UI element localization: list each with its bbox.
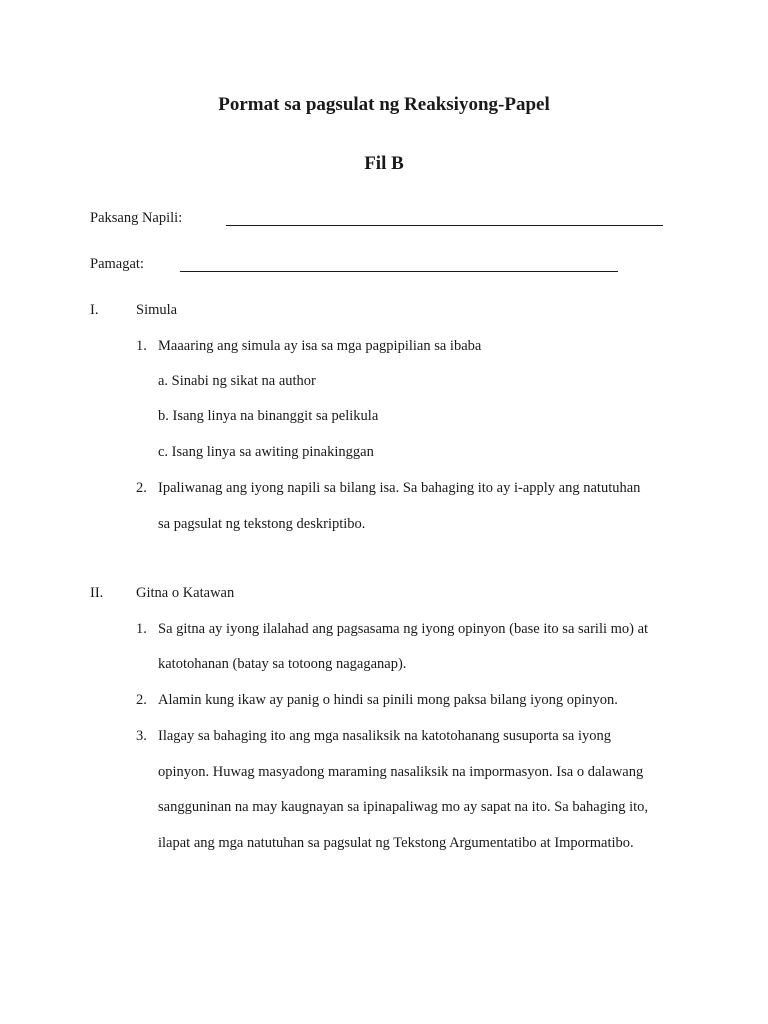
document-subtitle: Fil B xyxy=(364,153,404,174)
list-item-text: Maaaring ang simula ay isa sa mga pagpipilian sa ibaba xyxy=(158,338,482,354)
section-heading: Simula xyxy=(136,302,178,318)
list-item-text: opinyon. Huwag masyadong maraming nasaliksik na impormasyon. Isa o dalawang xyxy=(158,764,644,780)
section-heading: Gitna o Katawan xyxy=(136,585,235,601)
list-item-number: 1. xyxy=(136,338,147,354)
field-blank-pamagat xyxy=(180,256,618,272)
list-item-text: katotohanan (batay sa totoong nagaganap). xyxy=(158,656,407,672)
list-item-text: sangguninan na may kaugnayan sa ipinapaliwag mo ay sapat na ito. Sa bahaging ito, xyxy=(158,799,649,815)
sub-item-b: b. Isang linya na binanggit sa pelikula xyxy=(158,408,379,424)
sub-item-a: a. Sinabi ng sikat na author xyxy=(158,373,316,389)
section-numeral: I. xyxy=(90,302,99,318)
section-numeral: II. xyxy=(90,585,104,601)
sub-item-c: c. Isang linya sa awiting pinakinggan xyxy=(158,444,374,460)
list-item-text: Ilagay sa bahaging ito ang mga nasaliksik na katotohanang susuporta sa iyong xyxy=(158,728,612,744)
list-item-text: Ipaliwanag ang iyong napili sa bilang isa. Sa bahaging ito ay i-apply ang natutuhan xyxy=(158,480,641,496)
field-label-pamagat: Pamagat: xyxy=(90,256,144,272)
document-title: Pormat sa pagsulat ng Reaksiyong-Papel xyxy=(218,94,550,115)
list-item-number: 1. xyxy=(136,621,147,637)
list-item-number: 2. xyxy=(136,692,147,708)
list-item-text: Sa gitna ay iyong ilalahad ang pagsasama ng iyong opinyon (base ito sa sarili mo) at xyxy=(158,621,649,637)
list-item-text: ilapat ang mga natutuhan sa pagsulat ng Tekstong Argumentatibo at Impormatibo. xyxy=(158,835,634,851)
list-item-number: 3. xyxy=(136,728,147,744)
list-item-text: sa pagsulat ng tekstong deskriptibo. xyxy=(158,516,366,532)
list-item-number: 2. xyxy=(136,480,147,496)
field-label-paksa: Paksang Napili: xyxy=(90,210,183,226)
list-item-text: Alamin kung ikaw ay panig o hindi sa pinili mong paksa bilang iyong opinyon. xyxy=(158,692,618,708)
field-blank-paksa xyxy=(226,210,663,226)
